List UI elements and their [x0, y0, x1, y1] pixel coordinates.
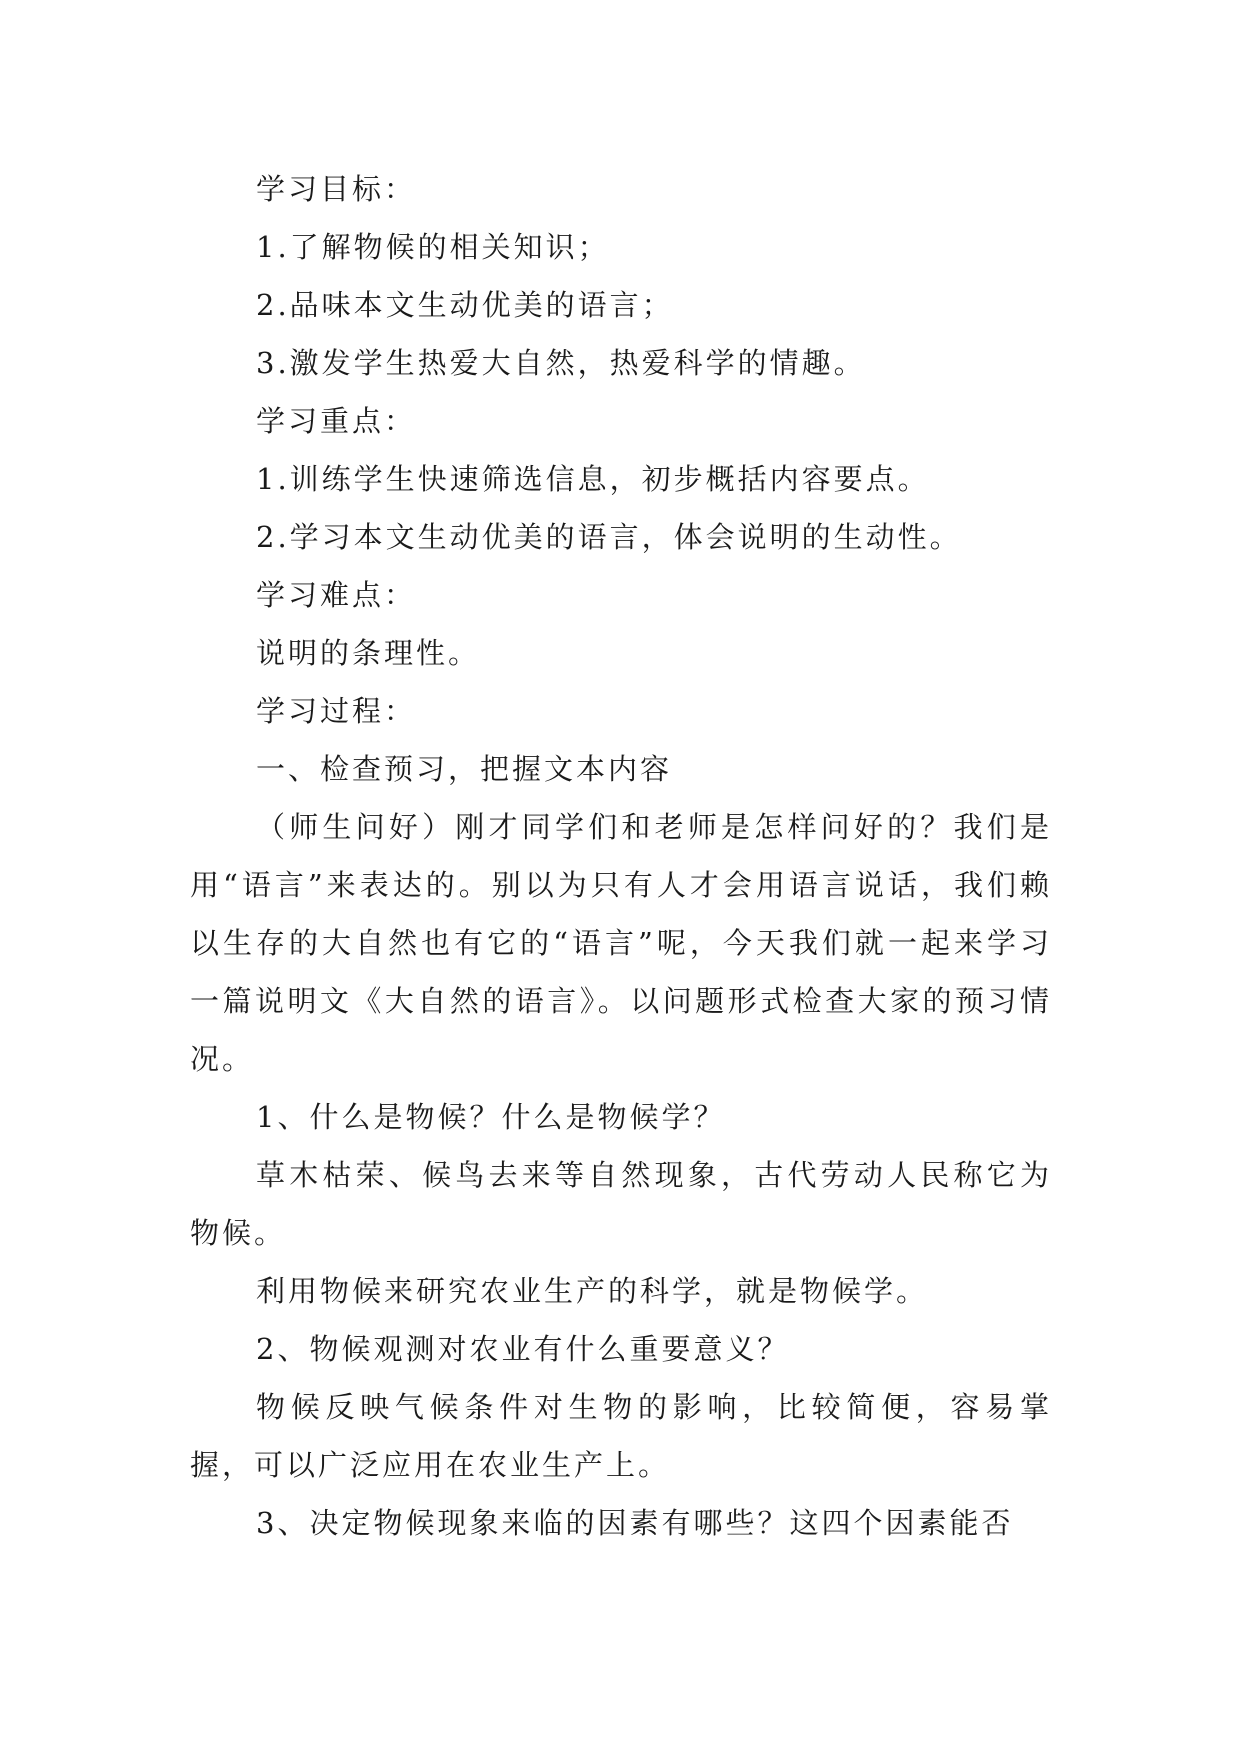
answer-2: 物候反映气候条件对生物的影响，比较简便，容易掌握，可以广泛应用在农业生产上。 — [190, 1390, 1052, 1482]
intro-paragraph: （师生问好）刚才同学们和老师是怎样问好的？我们是用“语言”来表达的。别以为只有人才会用语言说话，我们赖以生存的大自然也有它的“语言”呢，今天我们就一起来学习一篇说明文《大自然的语言》。以问题形式检查大家的预习情况。 — [190, 810, 1052, 1076]
section-one-title: 一、检查预习，把握文本内容 — [256, 752, 673, 786]
key-point-2: 2.学习本文生动优美的语言，体会说明的生动性。 — [256, 520, 962, 554]
heading-learning-goals: 学习目标： — [256, 172, 417, 206]
goal-item-1: 1.了解物候的相关知识； — [256, 230, 610, 264]
heading-difficulties: 学习难点： — [256, 578, 417, 612]
heading-key-points: 学习重点： — [256, 404, 417, 438]
question-3: 3、决定物候现象来临的因素有哪些？这四个因素能否 — [256, 1506, 1014, 1540]
document-body — [190, 160, 1052, 1552]
heading-process: 学习过程： — [256, 694, 417, 728]
answer-1a: 草木枯荣、候鸟去来等自然现象，古代劳动人民称它为物候。 — [190, 1158, 1052, 1250]
question-2: 2、物候观测对农业有什么重要意义？ — [256, 1332, 790, 1366]
answer-1b: 利用物候来研究农业生产的科学，就是物候学。 — [256, 1274, 929, 1308]
goal-item-3: 3.激发学生热爱大自然，热爱科学的情趣。 — [256, 346, 866, 380]
goal-item-2: 2.品味本文生动优美的语言； — [256, 288, 674, 322]
question-1: 1、什么是物候？什么是物候学？ — [256, 1100, 726, 1134]
difficulty-item: 说明的条理性。 — [256, 636, 481, 670]
key-point-1: 1.训练学生快速筛选信息，初步概括内容要点。 — [256, 462, 930, 496]
